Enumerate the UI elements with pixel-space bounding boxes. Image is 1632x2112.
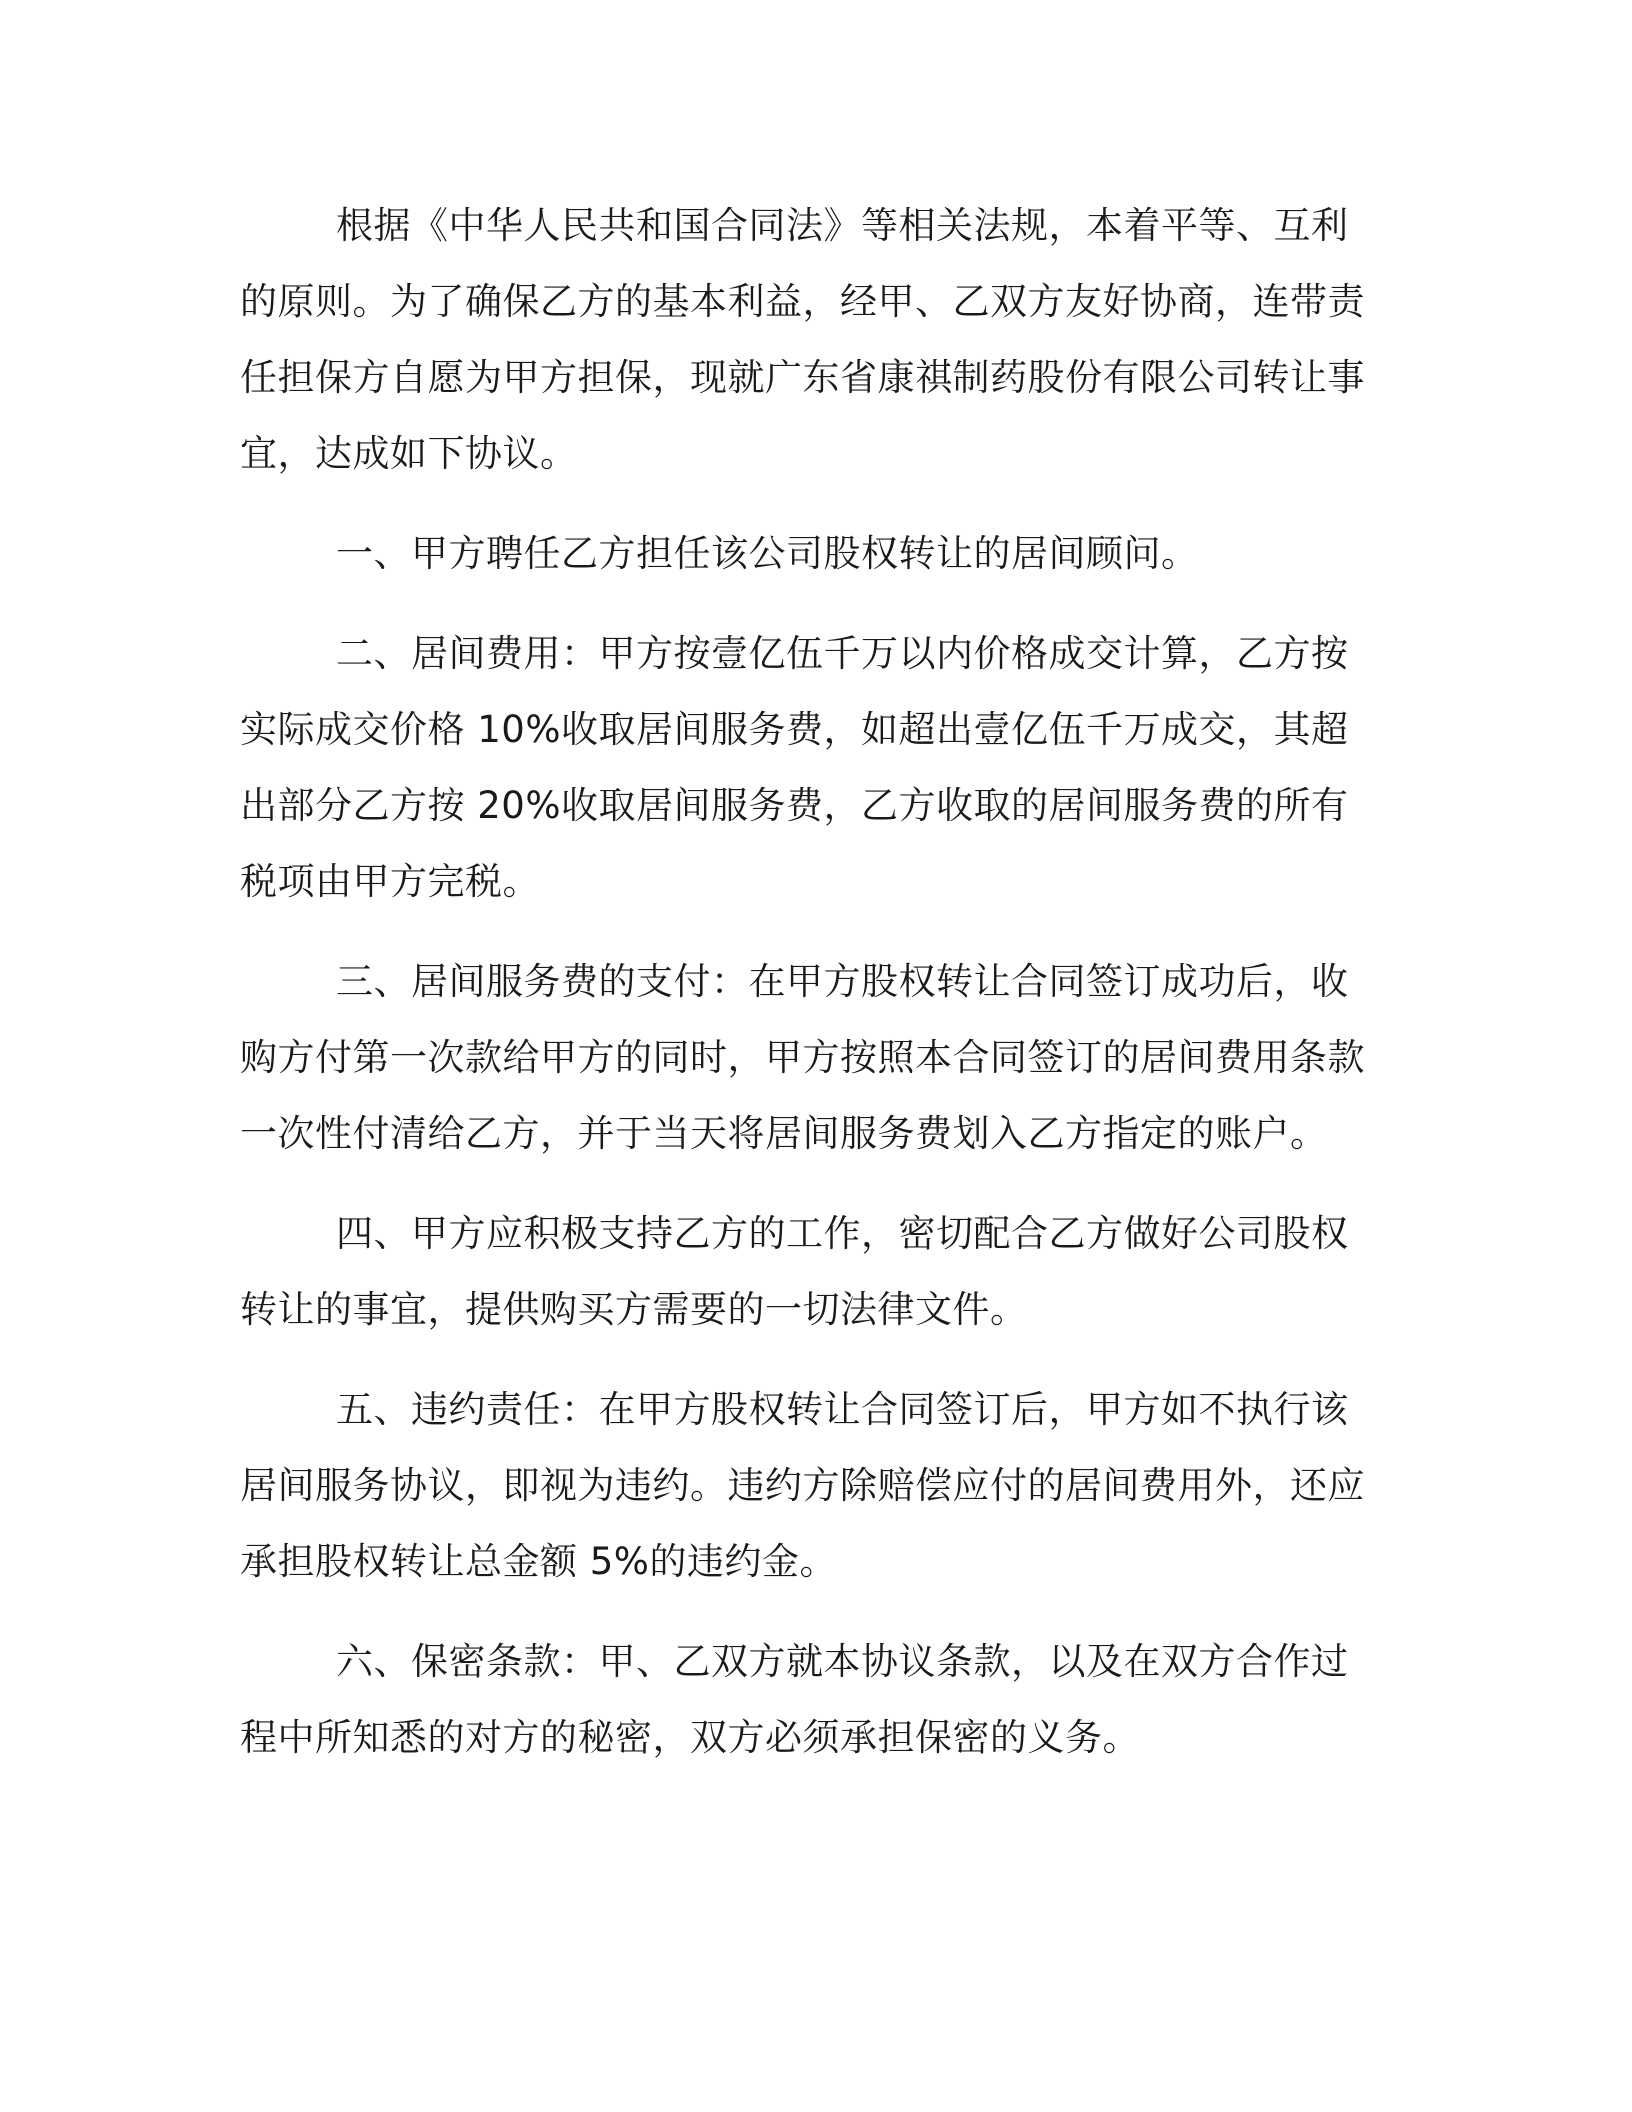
clause-6-confidentiality: 六、保密条款：甲、乙双方就本协议条款，以及在双方合作过程中所知悉的对方的秘密，双方必须承担保密的义务。 [240,1640,1349,1759]
clause-2-fees: 二、居间费用：甲方按壹亿伍千万以内价格成交计算，乙方按实际成交价格 10%收取居间服务费，如超出壹亿伍千万成交，其超出部分乙方按 20%收取居间服务费，乙方收取的居间服务费的所有税项由甲方完税。 [240,632,1349,903]
clause-4-cooperation: 四、甲方应积极支持乙方的工作，密切配合乙方做好公司股权转让的事宜，提供购买方需要的一切法律文件。 [240,1212,1349,1331]
intro-paragraph: 根据《中华人民共和国合同法》等相关法规，本着平等、互利的原则。为了确保乙方的基本利益，经甲、乙双方友好协商，连带责任担保方自愿为甲方担保，现就广东省康祺制药股份有限公司转让事宜，达成如下协议。 [240,204,1365,475]
document-body [240,188,1376,1776]
clause-5-breach: 五、违约责任：在甲方股权转让合同签订后，甲方如不执行该居间服务协议，即视为违约。违约方除赔偿应付的居间费用外，还应承担股权转让总金额 5%的违约金。 [240,1388,1365,1583]
clause-1-appointment: 一、甲方聘任乙方担任该公司股权转让的居间顾问。 [336,532,1199,575]
clause-3-payment: 三、居间服务费的支付：在甲方股权转让合同签订成功后，收购方付第一次款给甲方的同时，甲方按照本合同签订的居间费用条款一次性付清给乙方，并于当天将居间服务费划入乙方指定的账户。 [240,960,1365,1155]
